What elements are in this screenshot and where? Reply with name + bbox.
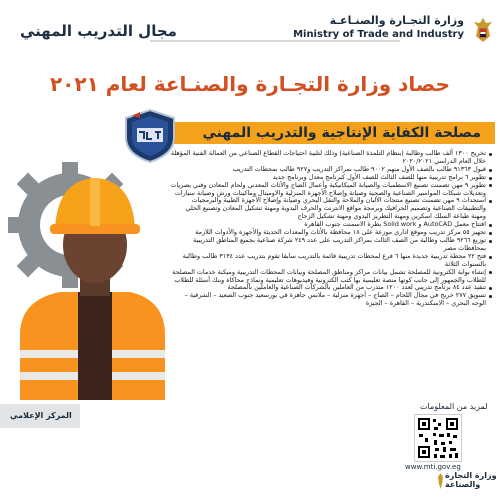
main-title: حصاد وزارة التجـارة والصنـاعة لعام ٢٠٢١ <box>49 72 451 96</box>
egypt-eagle-emblem-icon <box>470 16 496 44</box>
list-item: تسويق ٢٧٧ خريج في مجال اللحام – الصاج – أجهزة منزلية – ملابس جاهزة في بورسعيد جنوب الصعيد – الشرقية – الوجه البحري – الاسكندرية – القاهرة – الجيزة <box>169 292 492 308</box>
ministry-name-en: Ministry of Trade and Industry <box>293 29 464 40</box>
list-item: تنفيذ عدد ٨٤ برنامج تدريبي لعدد ١٢٠٠ متدرب من العاملين بالشركات الصناعية والعاملين بالمصلحة <box>169 284 492 292</box>
website-link[interactable]: www.mti.gov.eg <box>405 463 461 471</box>
achievements-list <box>169 150 492 308</box>
list-item: قبول ٩١٣٦٣ طالب بالصف الأول منهم ٩٠٠٢ طالب بمراكز التدريب و٩٢٧ طالب بمحطات التدريب <box>169 166 492 174</box>
list-item: توزيع ٩٢٦٦ طالب وطالبة من الصف الثالث بمراكز التدريب على عدد ٢٤٩ شركة صناعية بجميع المناطق التدريبية بمحافظات مصر <box>169 237 492 253</box>
list-item: تخريج ١٣٠٠ ألف طالب وطالبة (بنظام التلمذة الصناعية) وذلك لتلبية احتياجات القطاع الصناعي من العمالة الفنية المؤهلة خلال العام الدراسي ٢٠٢٠/٢٠٢١ <box>169 150 492 166</box>
header-divider <box>150 40 400 42</box>
list-item: تطوير ٩ مهن تضمنت تصنيع الاسطمبات والصيانة الميكانيكية وأعمال الصاج والأثاث المعدني ولحام المعادن وفني بصريات وتعديلات شبكات المواسير الصناعية والصحية وصيانة وإصلاح الأجهزة المنزلية والاوميتال وماكينات ورش وصيانة سيارات <box>169 182 492 198</box>
header <box>0 0 500 70</box>
worker-illustration <box>0 150 170 400</box>
media-center-label: المركز الإعلامي <box>10 411 72 420</box>
sector-title: مجال التدريب المهني <box>20 22 177 40</box>
more-info-label: لمزيد من المعلومات <box>420 402 488 411</box>
list-item: فتح ٢٢ محطة تدريبية جديدة منها ٦ فرع لمحطات تدريبية قائمة بالتدريب سابقا تقوم بتدريب عدد ٣١٣٤ طالب وطالبة بالسنوات الثلاثة <box>169 253 492 269</box>
footer-ministry-name: وزارة التجارة والصناعة <box>445 471 497 489</box>
list-item: تجهيز ٥٥ مركز تدريب وموقع اداري موزعة على ١٨ محافظة بالأثاث والمعدات الحديثة والأجهزة والأدوات اللازمة <box>169 229 492 237</box>
authority-banner-title: مصلحة الكفاية الإنتاجية والتدريب المهني <box>202 125 481 141</box>
list-item: افتتاح معمل AutoCAD و Solid work بطرة الاسمنت جنوب القاهرة <box>169 221 492 229</box>
list-item: إنشاء بوابة الكترونية للمصلحة تشمل بيانات مراكز ومناطق المصلحة وبيانات المحطات التدريبية وميكنة خدمات المصلحة للطلاب والجمهور إلى جانب كونها منصة تعليمية بها كتب الكترونية وفيديوهات تعليمية ونماذج محاكاة وبنك أسئلة للطلاب <box>169 269 492 285</box>
authority-banner <box>170 122 495 144</box>
footer-eagle-emblem-icon <box>437 472 444 490</box>
list-item: استحداث ٩ مهن تضمنت تصنيع منتجات الألبان والملاحة والنقل البحري وصيانة وإصلاح الأجهزة الطبية والبرمجيات والتطبيقات الصناعية وتصميم الجرافيك وبرمجة مواقع الانترنت والحرف اليدوية ومهنة تشكيل المعادن وتصنيع الحلي ومهنة طباعة السلك اسكرين ومهنة التطريز اليدوي ومهنة تشكيل الزجاج <box>169 197 492 221</box>
ministry-name-block <box>293 14 464 41</box>
list-item: تطوير ٦ برامج تدريبية منها للصف الثالث للصف الأول كبرنامج معدل وبرنامج جديد <box>169 174 492 182</box>
qr-code-icon[interactable] <box>414 414 462 462</box>
ministry-name-ar: وزارة التجـارة والصنـاعـة <box>329 14 464 27</box>
